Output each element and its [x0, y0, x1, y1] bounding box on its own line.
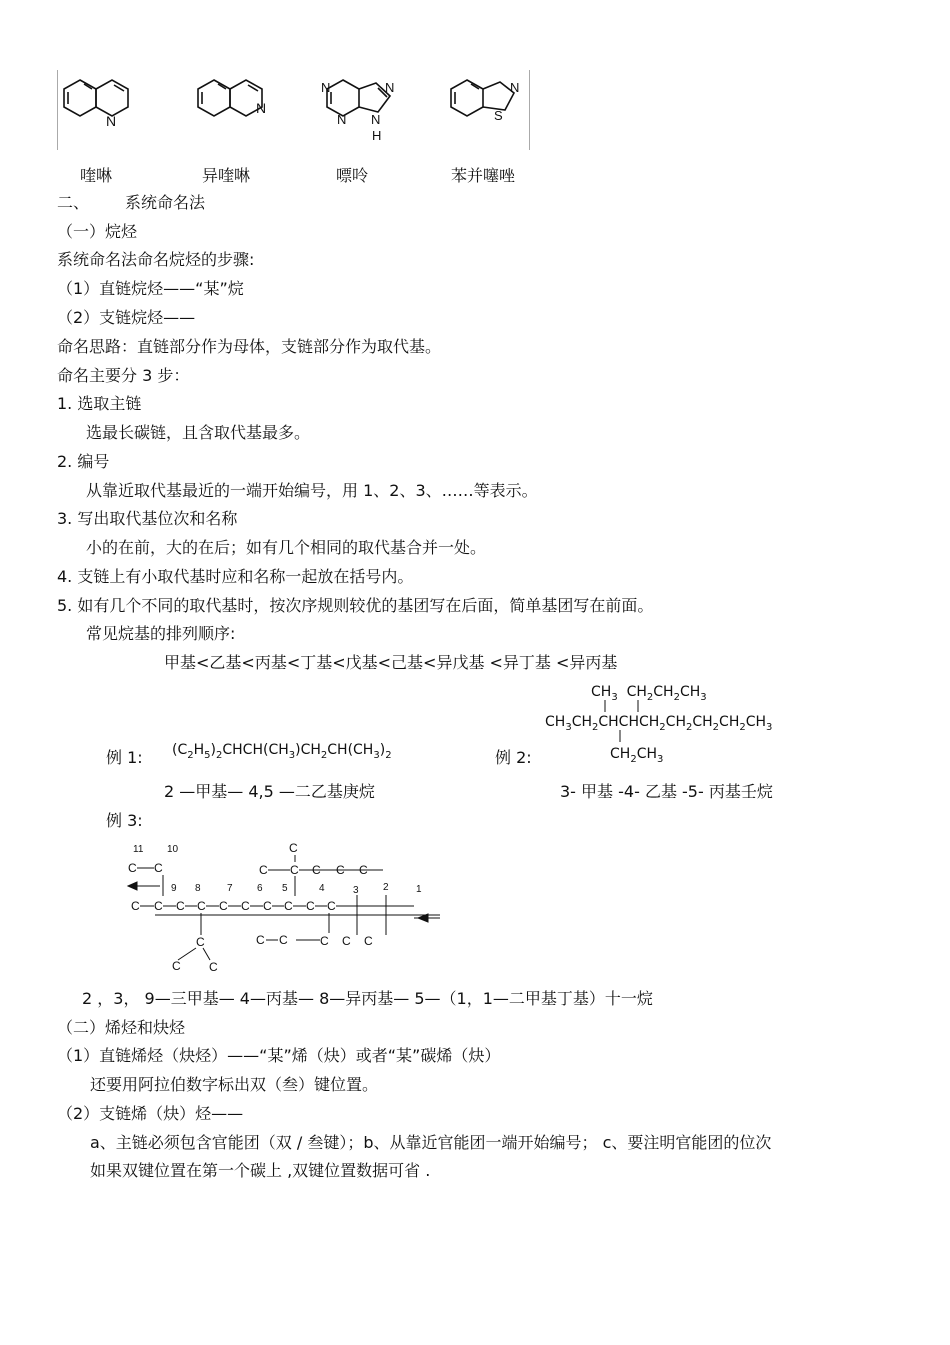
chain-number: 6 — [257, 883, 263, 894]
svg-text:C: C — [196, 935, 205, 949]
chain-number: 11 — [133, 844, 144, 855]
step-1-detail: 选最长碳链，且含取代基最多。 — [86, 423, 311, 442]
alkyl-order: 甲基<乙基<丙基<丁基<戊基<己基<异戊基 <异丁基 <异丙基 — [164, 653, 618, 672]
svg-text:C: C — [342, 934, 351, 948]
text-line: 系统命名法命名烷烃的步骤: — [57, 250, 255, 269]
chain-number: 7 — [227, 883, 233, 894]
text-line: （1）直链烯烃（炔烃）——“某”烯（炔）或者“某”碳烯（炔） — [57, 1046, 501, 1065]
chain-number: 3 — [353, 885, 359, 896]
svg-text:C: C — [263, 899, 272, 913]
example3-label: 例 3: — [106, 811, 143, 830]
svg-text:C: C — [241, 899, 250, 913]
example2-bottom-branch: $CH_2CH_3$ — [610, 746, 664, 765]
svg-text:C: C — [259, 863, 268, 877]
svg-text:C: C — [320, 934, 329, 948]
chain-number: 4 — [319, 883, 325, 894]
structure-name-purine: 嘌呤 — [336, 166, 369, 185]
svg-text:C: C — [306, 899, 315, 913]
text-line: a、主链必须包含官能团（双 / 叁键）；b、从靠近官能团一端开始编号； c、要注明官能团的位次 — [90, 1133, 772, 1152]
example2-top-branches: $CH_3$ $CH_2CH_2CH_3$ — [591, 684, 707, 703]
purine-n-label-2: N — [337, 112, 347, 127]
svg-text:C: C — [197, 899, 206, 913]
step-5: 5. 如有几个不同的取代基时，按次序规则较优的基团写在后面，简单基团写在前面。 — [57, 596, 654, 615]
svg-text:C: C — [289, 841, 298, 855]
step-3: 3. 写出取代基位次和名称 — [57, 509, 238, 528]
example1-formula: $(C_2H_5)_2CHCH(CH_3)CH_2CH(CH_3)_2$ — [172, 742, 392, 761]
svg-text:C: C — [290, 863, 299, 877]
chain-number: 8 — [195, 883, 201, 894]
svg-text:C: C — [359, 863, 368, 877]
benzothiazole-s-label: S — [494, 108, 503, 123]
text-line: （1）直链烷烃——“某”烷 — [57, 279, 244, 298]
svg-text:C: C — [219, 899, 228, 913]
purine-h-label: H — [372, 128, 382, 143]
text-line: 如果双键位置在第一个碳上 ,双键位置数据可省 . — [90, 1161, 431, 1180]
step-4: 4. 支链上有小取代基时应和名称一起放在括号内。 — [57, 567, 414, 586]
svg-text:C: C — [209, 960, 218, 974]
example1-label: 例 1: — [106, 748, 143, 767]
structure-name-benzothiazole: 苯并噻唑 — [451, 166, 516, 185]
section-number: 二、 — [57, 193, 90, 212]
chain-number: 2 — [383, 882, 389, 893]
chain-number: 1 — [416, 884, 422, 895]
svg-text:C: C — [279, 933, 288, 947]
svg-text:C: C — [176, 899, 185, 913]
example1-name: 2 —甲基— 4,5 —二乙基庚烷 — [164, 782, 375, 801]
purine-n-label-3: N — [385, 80, 395, 95]
structure-name-quinoline: 喹啉 — [80, 166, 113, 185]
purine-n-label-4: N — [371, 112, 381, 127]
text-line: （2）支链烯（炔）烃—— — [57, 1104, 244, 1123]
example3-name: 2 ，3， 9—三甲基— 4—丙基— 8—异丙基— 5—（1，1—二甲基丁基）十一烷 — [82, 989, 653, 1008]
chain-number: 9 — [171, 883, 177, 894]
step-3-detail: 小的在前，大的在后；如有几个相同的取代基合并一处。 — [86, 538, 487, 557]
svg-text:C: C — [128, 861, 137, 875]
section-title: 系统命名法 — [125, 193, 206, 212]
svg-text:C: C — [154, 899, 163, 913]
text-line: （2）支链烷烃—— — [57, 308, 196, 327]
subsection-alkane: （一）烷烃 — [57, 222, 138, 241]
svg-text:C: C — [312, 863, 321, 877]
subsection-alkene: （二）烯烃和炔烃 — [57, 1018, 186, 1037]
svg-text:C: C — [256, 933, 265, 947]
svg-text:C: C — [172, 959, 181, 973]
svg-text:C: C — [131, 899, 140, 913]
svg-text:C: C — [336, 863, 345, 877]
chain-number: 10 — [167, 844, 179, 855]
step-5-detail: 常见烷基的排列顺序: — [86, 624, 236, 643]
text-line: 命名思路：直链部分作为母体，支链部分作为取代基。 — [57, 337, 442, 356]
purine-n-label-1: N — [321, 80, 331, 95]
svg-text:C: C — [327, 899, 336, 913]
structure-name-isoquinoline: 异喹啉 — [202, 166, 251, 185]
example2-label: 例 2: — [495, 748, 532, 767]
step-2: 2. 编号 — [57, 452, 110, 471]
benzothiazole-n-label: N — [510, 80, 520, 95]
quinoline-n-label: N — [106, 113, 117, 129]
text-line: 还要用阿拉伯数字标出双（叁）键位置。 — [90, 1075, 379, 1094]
chain-number: 5 — [282, 883, 288, 894]
example2-main-chain: $CH_3CH_2CHCHCH_2CH_2CH_2CH_2CH_3$ — [545, 714, 773, 733]
svg-text:C: C — [284, 899, 293, 913]
example2-name: 3- 甲基 -4- 乙基 -5- 丙基壬烷 — [560, 782, 773, 801]
svg-text:C: C — [154, 861, 163, 875]
svg-text:C: C — [364, 934, 373, 948]
text-line: 命名主要分 3 步： — [57, 366, 190, 385]
step-2-detail: 从靠近取代基最近的一端开始编号，用 1、2、3、……等表示。 — [86, 481, 538, 500]
isoquinoline-n-label: N — [256, 100, 267, 116]
step-1: 1. 选取主链 — [57, 394, 142, 413]
